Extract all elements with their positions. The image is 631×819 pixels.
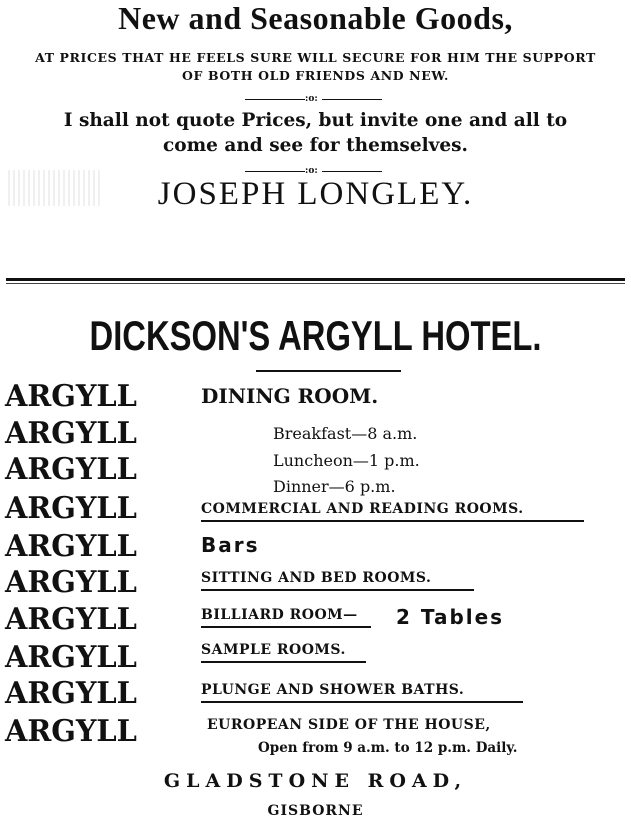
billiard-underline <box>201 626 371 628</box>
commercial-rooms: COMMERCIAL AND READING ROOMS. <box>201 501 524 517</box>
argyll-word: ARGYLL <box>5 565 137 600</box>
dining-room-heading: DINING ROOM. <box>201 384 379 408</box>
bars-label: Bars <box>201 533 260 557</box>
commercial-underline <box>201 520 584 522</box>
separator-mark: :o: <box>305 94 318 104</box>
title-underline <box>256 370 401 372</box>
invite-line-2: come and see for themselves. <box>162 135 468 156</box>
separator-rule-left <box>245 99 305 100</box>
billiard-room: BILLIARD ROOM— <box>201 607 358 623</box>
open-hours: Open from 9 a.m. to 12 p.m. Daily. <box>258 740 518 756</box>
argyll-word: ARGYLL <box>5 452 137 487</box>
argyll-word: ARGYLL <box>5 640 137 675</box>
argyll-word: ARGYLL <box>5 416 137 451</box>
argyll-word: ARGYLL <box>5 529 137 564</box>
european-side: EUROPEAN SIDE OF THE HOUSE, <box>207 717 491 733</box>
meal-dinner: Dinner—6 p.m. <box>273 477 396 496</box>
divider-rule-thin <box>6 283 625 284</box>
plunge-underline <box>201 701 523 703</box>
hotel-title: DICKSON'S ARGYLL HOTEL. <box>89 312 542 359</box>
meal-breakfast: Breakfast—8 a.m. <box>273 424 418 443</box>
address-town: GISBORNE <box>267 803 364 819</box>
separator-rule-left-2 <box>245 171 305 172</box>
separator-rule-right-2 <box>322 171 382 172</box>
plunge-shower-baths: PLUNGE AND SHOWER BATHS. <box>201 682 465 698</box>
address-road: GLADSTONE ROAD, <box>163 770 468 792</box>
argyll-word: ARGYLL <box>5 602 137 637</box>
sitting-underline <box>201 589 474 591</box>
sample-rooms: SAMPLE ROOMS. <box>201 642 346 658</box>
sitting-bed-rooms: SITTING AND BED ROOMS. <box>201 570 432 586</box>
separator-mark-2: :o: <box>305 166 318 176</box>
sample-underline <box>201 661 366 663</box>
headline-new-seasonable-goods: New and Seasonable Goods, <box>118 0 513 36</box>
separator-rule-right <box>322 99 382 100</box>
invite-line-1: I shall not quote Prices, but invite one and all to <box>63 110 568 131</box>
argyll-word: ARGYLL <box>5 379 137 414</box>
prices-line-2: OF BOTH OLD FRIENDS AND NEW. <box>182 68 449 83</box>
argyll-word: ARGYLL <box>5 491 137 526</box>
argyll-word: ARGYLL <box>5 676 137 711</box>
billiard-tables: 2 Tables <box>396 605 505 629</box>
argyll-word: ARGYLL <box>5 714 137 749</box>
divider-rule-thick <box>6 278 625 281</box>
prices-line-1: AT PRICES THAT HE FEELS SURE WILL SECURE FOR HIM THE SUPPORT <box>35 50 596 65</box>
meal-luncheon: Luncheon—1 p.m. <box>273 451 420 470</box>
signature-joseph-longley: JOSEPH LONGLEY. <box>157 176 474 212</box>
